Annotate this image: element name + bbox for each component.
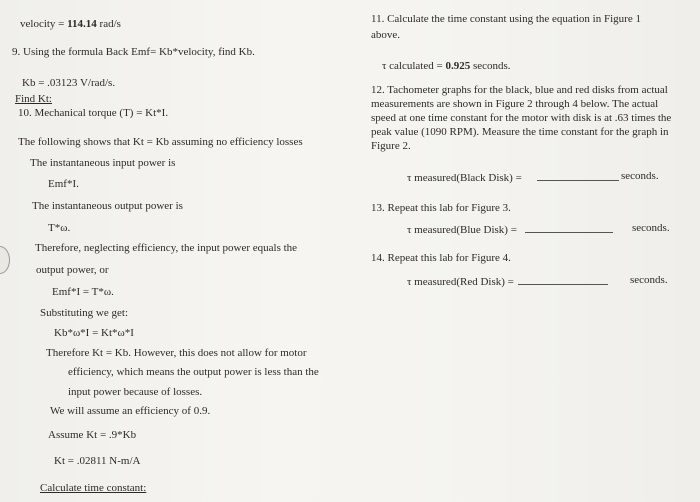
efficiency-assumption: We will assume an efficiency of 0.9. <box>50 405 211 417</box>
velocity-line: velocity = 114.14 rad/s <box>20 18 121 30</box>
seconds-black: seconds. <box>621 170 659 182</box>
therefore-kt-line-2: efficiency, which means the output power is less than the <box>68 366 319 378</box>
answer-blank-red[interactable] <box>518 274 608 289</box>
equation-kb-kt: Kb*ω*I = Kt*ω*I <box>54 327 134 339</box>
question-12-line-3: speed at one time constant for the motor with disk is at .63 times the <box>371 112 672 124</box>
seconds-red: seconds. <box>630 274 668 286</box>
kt-value: Kt = .02811 N-m/A <box>54 455 141 467</box>
t-omega-expression: T*ω. <box>48 222 71 234</box>
calculate-time-constant-heading: Calculate time constant: <box>40 482 147 494</box>
kt-assumption: Assume Kt = .9*Kb <box>48 429 137 441</box>
equation-emf-i: Emf*I = T*ω. <box>52 286 114 298</box>
question-12-line-5: Figure 2. <box>371 140 411 152</box>
tau-measured-black: τ measured(Black Disk) = <box>407 172 522 184</box>
substituting-text: Substituting we get: <box>40 307 128 319</box>
question-13: 13. Repeat this lab for Figure 3. <box>371 202 511 214</box>
tau-measured-red: τ measured(Red Disk) = <box>407 276 514 288</box>
tau-calculated: τ calculated = 0.925 seconds. <box>382 60 511 72</box>
therefore-kt-line-3: input power because of losses. <box>68 386 203 398</box>
kb-value: Kb = .03123 V/rad/s. <box>22 77 116 89</box>
tau-measured-blue: τ measured(Blue Disk) = <box>407 224 517 236</box>
therefore-kt-line-1: Therefore Kt = Kb. However, this does not allow for motor <box>46 347 307 359</box>
seconds-blue: seconds. <box>632 222 670 234</box>
question-12-line-1: 12. Tachometer graphs for the black, blue and red disks from actual <box>371 84 668 96</box>
input-power-text: The instantaneous input power is <box>30 157 176 169</box>
question-11-line-1: 11. Calculate the time constant using the equation in Figure 1 <box>371 13 641 25</box>
question-12-line-4: peak value (1090 RPM). Measure the time constant for the graph in <box>371 126 669 138</box>
emf-i-expression: Emf*I. <box>48 178 79 190</box>
therefore-line-2: output power, or <box>36 264 109 276</box>
question-14: 14. Repeat this lab for Figure 4. <box>371 252 511 264</box>
question-10: 10. Mechanical torque (T) = Kt*I. <box>18 107 169 119</box>
question-12-line-2: measurements are shown in Figure 2 through 4 below. The actual <box>371 98 659 110</box>
question-11-line-2: above. <box>371 29 401 41</box>
find-kt-heading: Find Kt: <box>15 93 52 105</box>
therefore-line-1: Therefore, neglecting efficiency, the input power equals the <box>35 242 298 254</box>
question-9: 9. Using the formula Back Emf= Kb*velocity, find Kb. <box>12 46 255 58</box>
answer-blank-blue[interactable] <box>525 222 613 237</box>
answer-blank-black[interactable] <box>537 170 619 185</box>
kt-kb-statement: The following shows that Kt = Kb assuming no efficiency losses <box>18 136 303 148</box>
output-power-text: The instantaneous output power is <box>32 200 183 212</box>
